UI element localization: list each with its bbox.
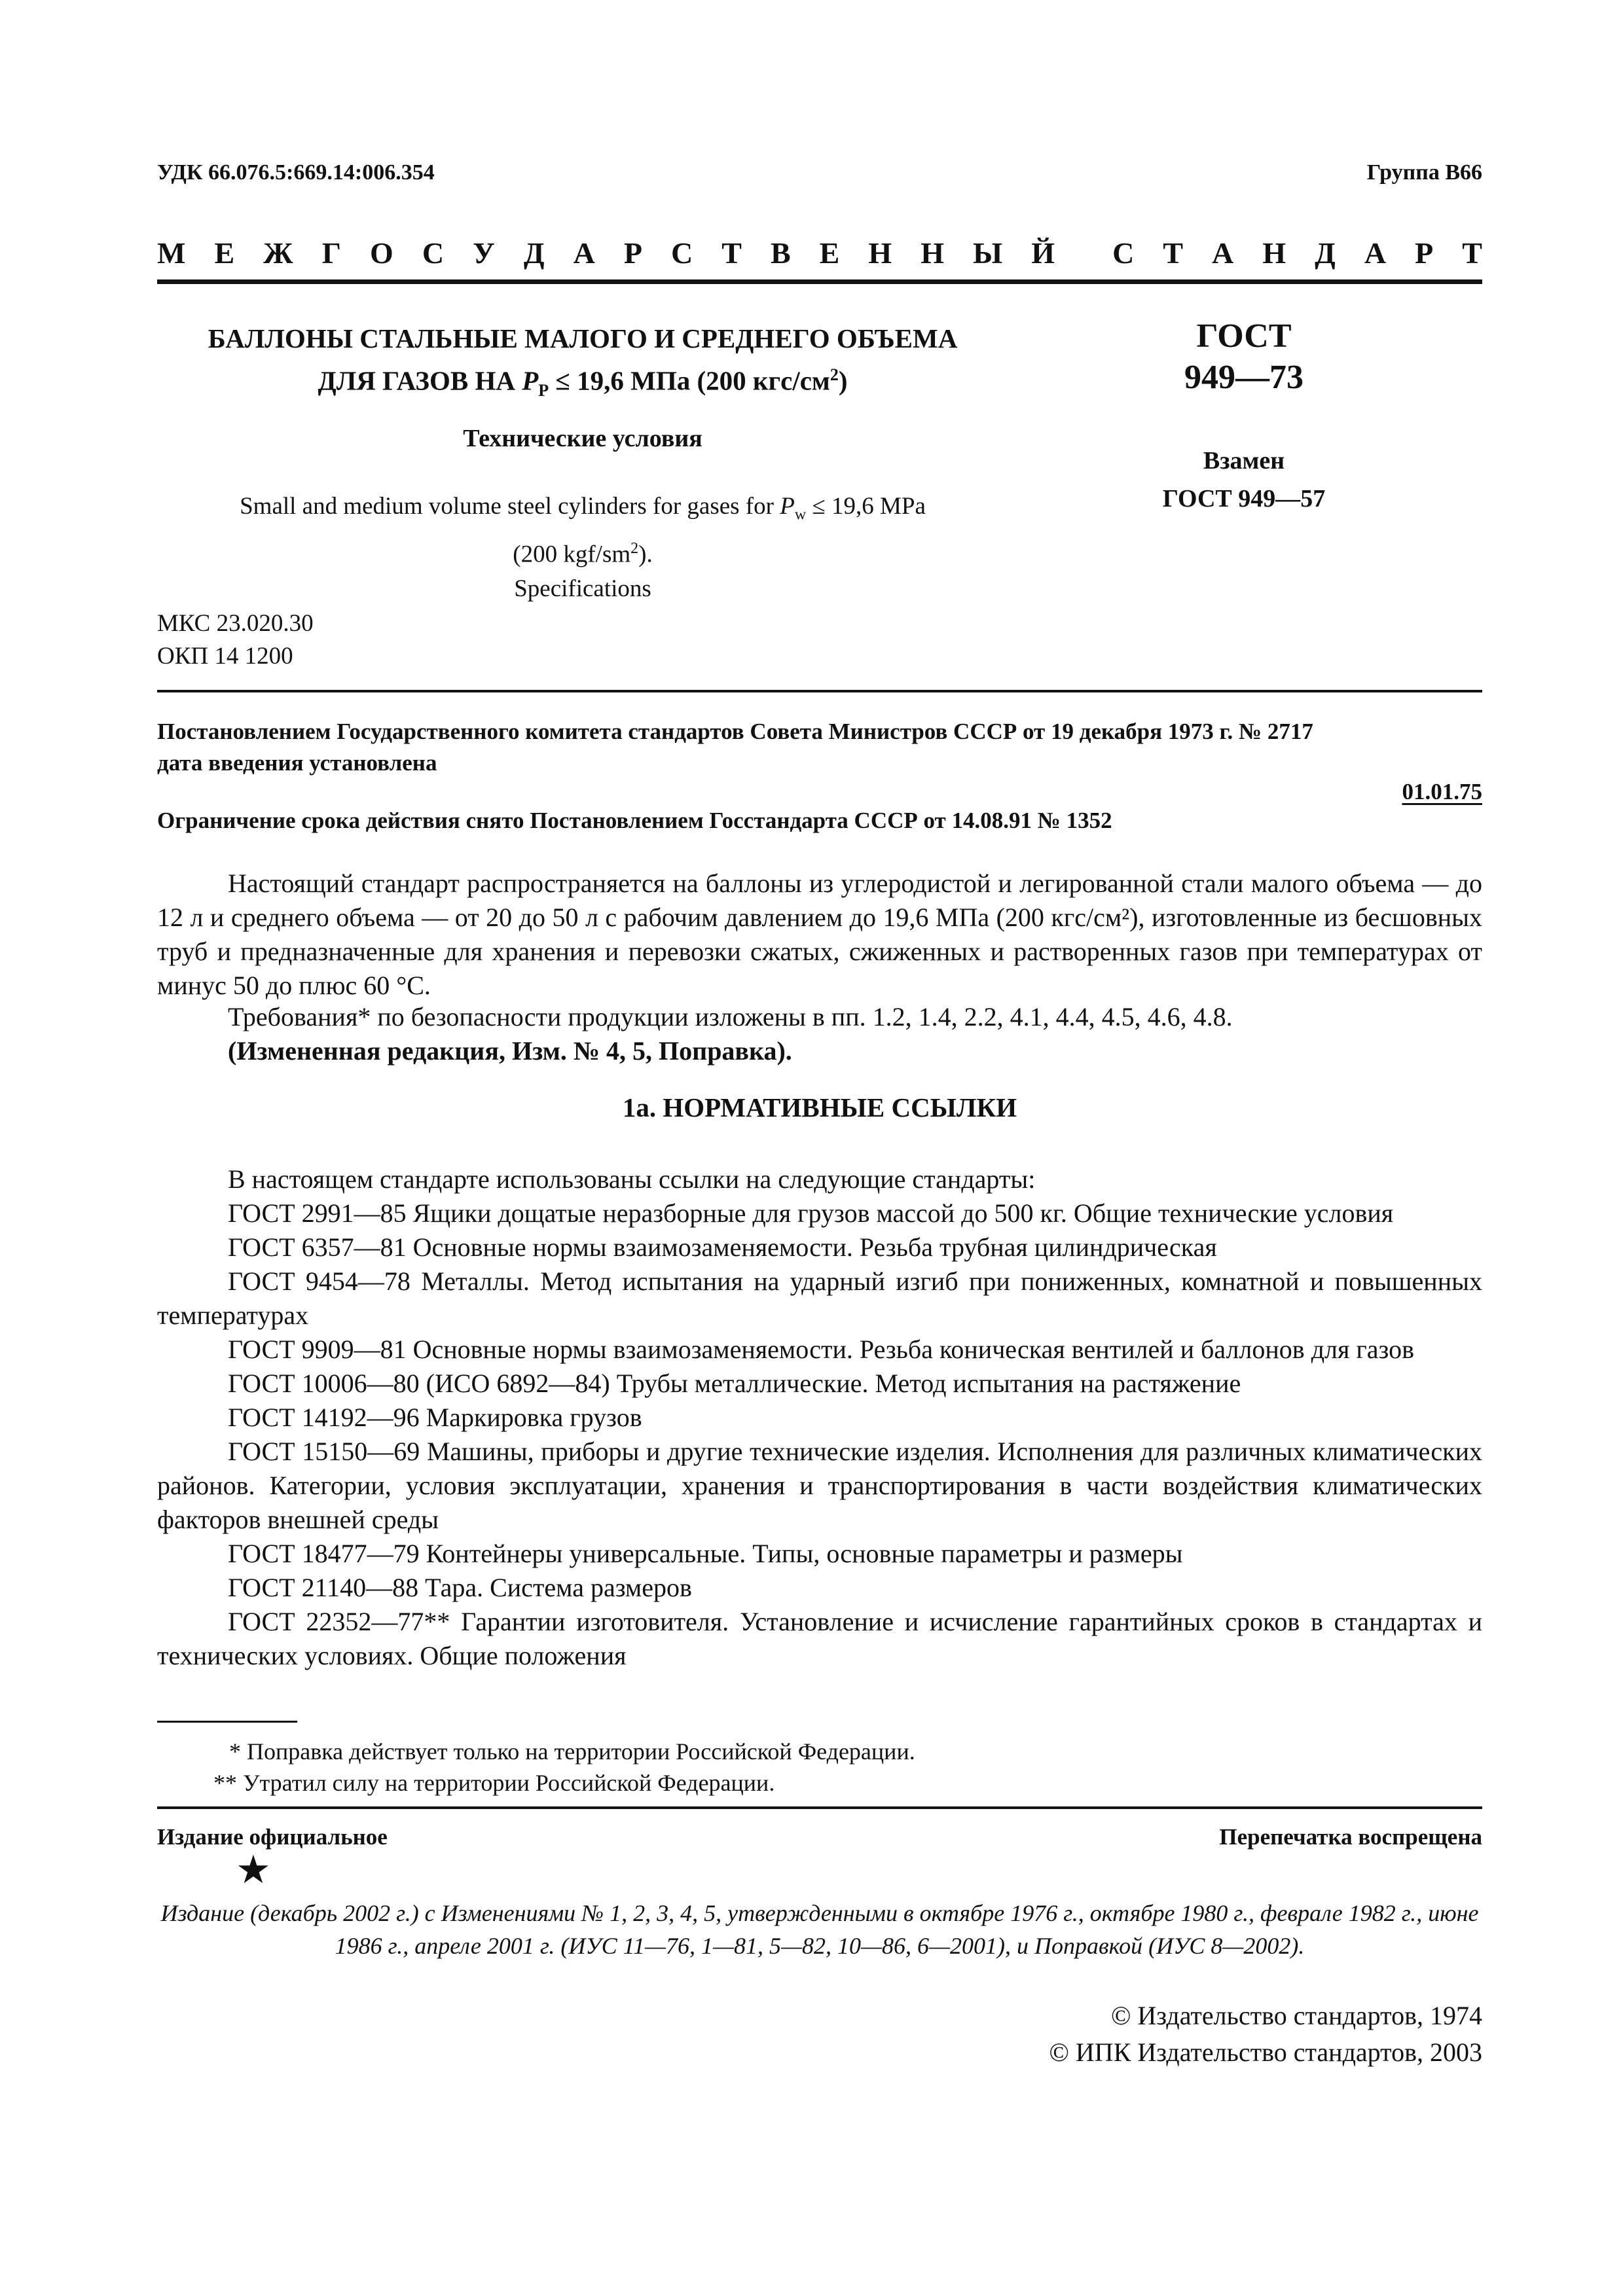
interstate-letter: А [1364, 236, 1387, 270]
reference-item: ГОСТ 2991—85 Ящики дощатые неразборные для грузов массой до 500 кг. Общие технические условия [228, 1198, 1394, 1228]
english-title-line-2 [157, 531, 1008, 571]
standard-title [157, 321, 1008, 408]
group-code: Группа В66 [1366, 160, 1482, 185]
replaces-label: Взамен [1203, 447, 1285, 475]
replaces-block [1113, 442, 1375, 518]
english-title [157, 490, 1008, 606]
decree-block [157, 716, 1482, 779]
amendment-note: (Измененная редакция, Изм. № 4, 5, Поправка). [228, 1036, 792, 1066]
reference-item: ГОСТ 10006—80 (ИСО 6892—84) Трубы металлические. Метод испытания на растяжение [228, 1369, 1241, 1398]
interstate-letter: А [573, 236, 595, 270]
title-line-1: БАЛЛОНЫ СТАЛЬНЫЕ МАЛОГО И СРЕДНЕГО ОБЪЕМА [208, 323, 958, 353]
interstate-letter: М [157, 236, 186, 270]
footer-rule [157, 1806, 1482, 1809]
edition-info: Издание (декабрь 2002 г.) с Изменениями № 1, 2, 3, 4, 5, утвержденными в октябре 1976 г., октябре 1980 г., феврале 1982 г., июне 1986 г., апреле 2001 г. (ИУС 11—76, 1—81, 5—82, 10—86, 6—2001), и Поправкой (ИУС 8—2002). [160, 1900, 1479, 1959]
header-rule [157, 279, 1482, 284]
reference-item: ГОСТ 21140—88 Тара. Система размеров [228, 1573, 692, 1602]
interstate-letter: Р [1415, 236, 1434, 270]
title-line-2-prefix: ДЛЯ ГАЗОВ НА [318, 365, 522, 396]
footnote-2: ** Утратил силу на территории Российской Федерации. [213, 1770, 775, 1796]
interstate-letter: С [670, 236, 693, 270]
interstate-letter: Н [868, 236, 892, 270]
interstate-letter: Ы [973, 236, 1003, 270]
interstate-letter: У [473, 236, 495, 270]
okp-code: ОКП 14 1200 [157, 643, 293, 670]
official-edition-label: Издание официальное [157, 1824, 388, 1850]
section-title: 1а. НОРМАТИВНЫЕ ССЫЛКИ [622, 1092, 1017, 1122]
title-superscript: 2 [830, 365, 839, 384]
intro-paragraph: Настоящий стандарт распространяется на баллоны из углеродистой и легированной стали малого объема — до 12 л и среднего объема — от 20 до 50 л с рабочим давлением до 19,6 МПа (200 кгс/см²), изготовленные из бесшовных труб и предназначенные для хранения и перевозки сжатых, сжиженных и растворенных газов при температурах от минус 50 до плюс 60 °С. [157, 869, 1482, 1000]
interstate-letter: Й [1031, 236, 1055, 270]
footnotes [157, 1736, 1482, 1799]
english-pressure-subscript: w [794, 506, 807, 524]
introduction-date: 01.01.75 [1402, 779, 1482, 804]
interstate-letter: В [770, 236, 791, 270]
interstate-letter: Ж [263, 236, 293, 270]
interstate-letter: Е [214, 236, 235, 270]
reference-item: ГОСТ 18477—79 Контейнеры универсальные. Типы, основные параметры и размеры [228, 1539, 1183, 1568]
interstate-letter: О [370, 236, 393, 270]
decree-line-1: Постановлением Государственного комитета стандартов Совета Министров СССР от 19 декабря 1973 г. № 2717 [157, 719, 1313, 744]
reference-item: ГОСТ 14192—96 Маркировка грузов [228, 1403, 642, 1432]
copyright-1: © Издательство стандартов, 1974 [1110, 2001, 1482, 2030]
footnote-1: * Поправка действует только на территории Российской Федерации. [229, 1738, 915, 1765]
star-icon: ★ [236, 1848, 271, 1892]
english-title-line-1 [157, 490, 1008, 531]
interstate-letter: Н [921, 236, 944, 270]
interstate-letter: Т [1163, 236, 1184, 270]
gost-label: ГОСТ [1196, 317, 1292, 355]
interstate-letter: Р [623, 236, 642, 270]
english-line-2-suffix: ). [638, 541, 653, 568]
interstate-letter: Г [321, 236, 341, 270]
title-rule [157, 690, 1482, 692]
english-superscript: 2 [630, 540, 639, 558]
title-line-2 [157, 357, 1008, 408]
reference-item: ГОСТ 22352—77** Гарантии изготовителя. Установление и исчисление гарантийных сроков в стандартах и технических условиях. Общие положения [157, 1607, 1482, 1670]
udk-code: УДК 66.076.5:669.14:006.354 [157, 160, 435, 185]
title-line-2-suffix: ≤ 19,6 МПа (200 кгс/см [549, 365, 830, 396]
classification-codes [157, 607, 314, 673]
reference-item: ГОСТ 15150—69 Машины, приборы и другие технические изделия. Исполнения для различных климатических районов. Категории, условия эксплуатации, хранения и транспортирования в части воздействия климатических факторов внешней среды [157, 1437, 1482, 1534]
reference-item: ГОСТ 6357—81 Основные нормы взаимозаменяемости. Резьба трубная цилиндрическая [228, 1232, 1217, 1262]
limitation-note: Ограничение срока действия снято Постановлением Госстандарта СССР от 14.08.91 № 1352 [157, 808, 1112, 833]
interstate-letter: А [1212, 236, 1234, 270]
gost-number: 949—73 [1184, 359, 1304, 396]
title-line-2-end: ) [838, 365, 848, 396]
normative-references [157, 1162, 1482, 1673]
interstate-letter: Д [1315, 236, 1336, 270]
interstate-letter: Т [721, 236, 742, 270]
replaces-number: ГОСТ 949—57 [1162, 485, 1326, 512]
safety-requirements-paragraph: Требования* по безопасности продукции изложены в пп. 1.2, 1.4, 2.2, 4.1, 4.4, 4.5, 4.6, 4.8. [228, 1002, 1233, 1031]
title-pressure-subscript: P [538, 380, 549, 400]
mks-code: МКС 23.020.30 [157, 610, 314, 637]
footnote-separator [157, 1721, 297, 1723]
reprint-prohibited-label: Перепечатка воспрещена [1219, 1824, 1482, 1850]
interstate-letter: С [422, 236, 445, 270]
interstate-standard-heading [157, 236, 1482, 270]
interstate-letter: Е [819, 236, 840, 270]
copyright-2: © ИПК Издательство стандартов, 2003 [1049, 2037, 1482, 2067]
interstate-letter: Д [523, 236, 545, 270]
interstate-letter: С [1112, 236, 1135, 270]
decree-line-2: дата введения установлена [157, 750, 437, 776]
interstate-letter: Н [1262, 236, 1286, 270]
interstate-letter: Т [1462, 236, 1482, 270]
references-lead: В настоящем стандарте использованы ссылки на следующие стандарты: [228, 1164, 1036, 1194]
english-line-1-prefix: Small and medium volume steel cylinders for gases for [240, 493, 780, 520]
copyright-block [1049, 1998, 1482, 2071]
reference-item: ГОСТ 9454—78 Металлы. Метод испытания на ударный изгиб при пониженных, комнатной и повышенных температурах [157, 1266, 1482, 1330]
subtitle: Технические условия [463, 425, 702, 452]
english-title-line-3: Specifications [514, 575, 651, 602]
english-pressure-symbol: P [780, 493, 795, 520]
gost-number-block [1113, 315, 1375, 398]
english-line-1-suffix: ≤ 19,6 MPa [806, 493, 926, 520]
title-pressure-symbol: P [522, 365, 539, 396]
reference-item: ГОСТ 9909—81 Основные нормы взаимозаменяемости. Резьба коническая вентилей и баллонов для газов [228, 1335, 1415, 1364]
english-line-2-prefix: (200 kgf/sm [513, 541, 631, 568]
